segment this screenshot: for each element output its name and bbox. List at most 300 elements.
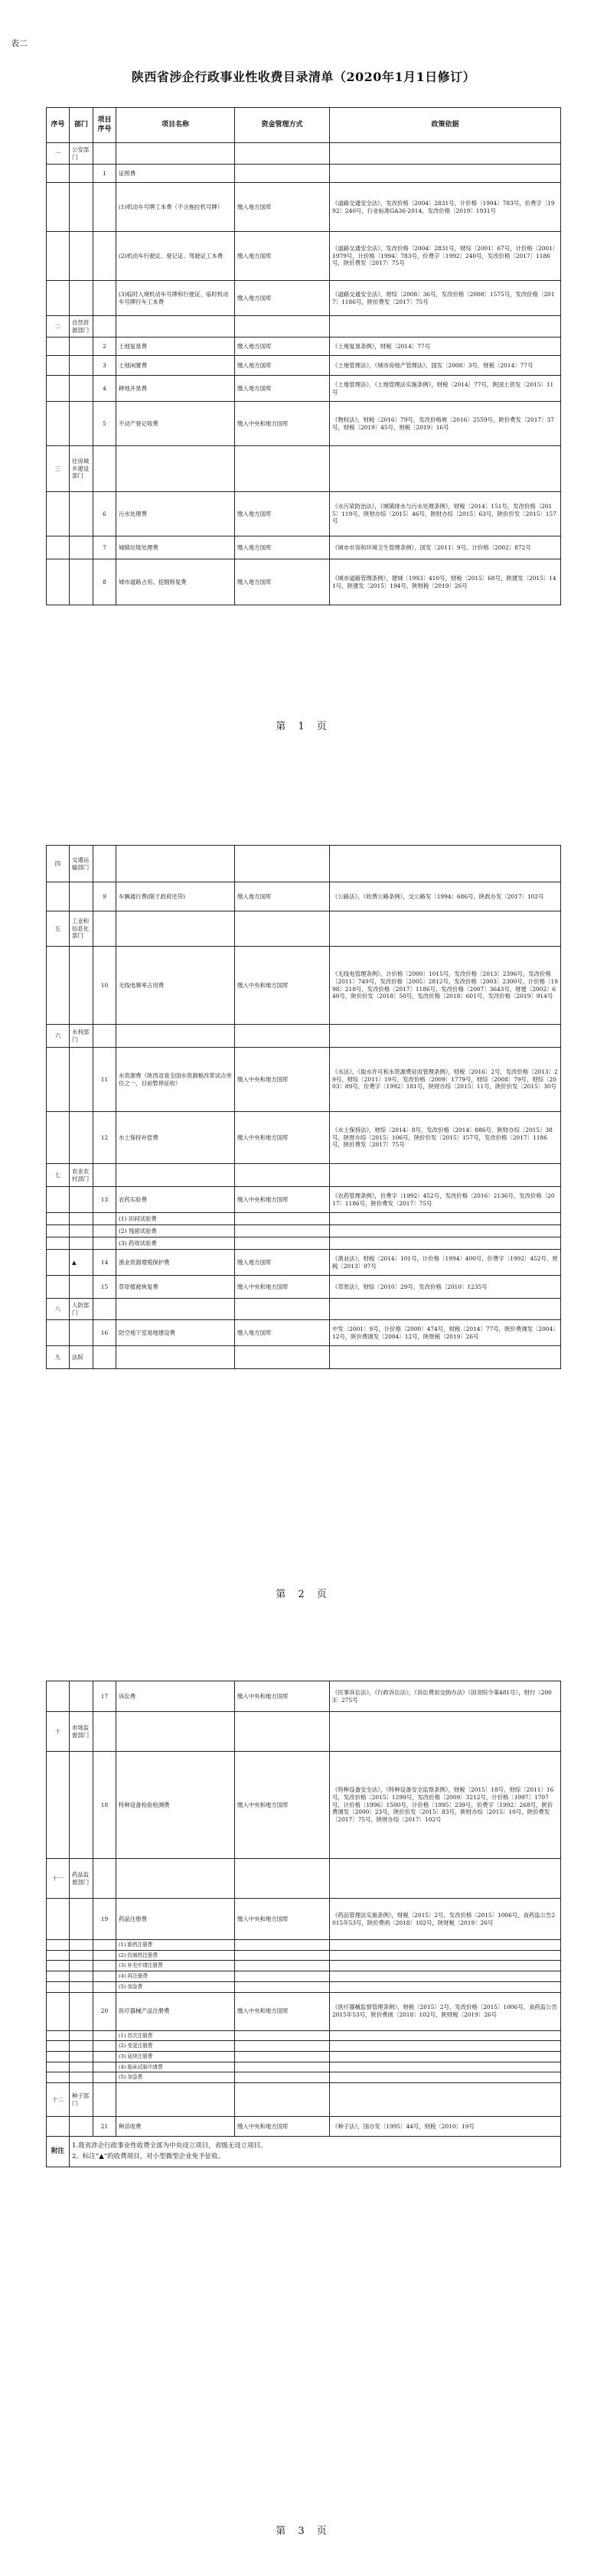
row-fund-management bbox=[235, 1859, 330, 1899]
row-item-name: (3) 延续注册费 bbox=[116, 2051, 235, 2062]
row-policy-basis: 《特种设备安全法》，《特种设备安全监察条例》，财税〔2015〕18号，财综〔2011〕16号，发改价格〔2015〕1299号，发改价格〔2009〕3212号，计价格〔1997〕1707号，计价格〔1996〕1500号，计价格〔1995〕239号，价费字〔1992〕268号，陕价费调发〔2000〕23号，陕价价发〔2015〕83号，陕财办综〔2015〕10号，陕价费发〔2017〕75号，陕财办综〔2017〕102号 bbox=[330, 1752, 561, 1859]
row-fund-management bbox=[235, 1346, 330, 1369]
row-item-no: 16 bbox=[93, 1320, 116, 1346]
row-fund-management bbox=[235, 316, 330, 337]
row-fund-management: 缴入地方国库 bbox=[235, 183, 330, 232]
row-item-no: 21 bbox=[93, 2117, 116, 2137]
header-basis: 政策依据 bbox=[330, 108, 561, 143]
row-item-no bbox=[93, 1299, 116, 1320]
row-seq bbox=[47, 492, 70, 536]
row-fund-management: 缴入中央和地方国库 bbox=[235, 1187, 330, 1213]
row-policy-basis: 《种子法》，国办发〔1995〕44号，财税〔2010〕19号 bbox=[330, 2117, 561, 2137]
row-policy-basis bbox=[330, 2030, 561, 2041]
row-dept bbox=[70, 2062, 93, 2072]
row-item-name bbox=[116, 846, 235, 882]
row-item-name: 城市道路占用、挖掘修复费 bbox=[116, 559, 235, 605]
row-fund-management bbox=[235, 1299, 330, 1320]
table-row bbox=[47, 1961, 561, 1971]
row-fund-management: 缴入地方国库 bbox=[235, 281, 330, 316]
row-policy-basis bbox=[330, 2083, 561, 2117]
row-item-name: (4) 再注册费 bbox=[116, 1971, 235, 1982]
row-dept bbox=[70, 376, 93, 402]
table-row bbox=[47, 1712, 561, 1752]
row-dept bbox=[70, 2051, 93, 2062]
row-item-no: 15 bbox=[93, 1276, 116, 1299]
row-policy-basis: 《无线电管理条例》，计价格〔2000〕1015号，发改价格〔2013〕2396号，发改价格〔2011〕749号，发改价格〔2005〕2812号，发改价格〔2003〕2300号，计价格〔1998〕218号，发改价格〔2017〕1186号，发改价格〔2007〕3643号，财建〔2002〕640号，陕价价发〔2018〕50号，发改价格〔2018〕601号，发改价格〔2019〕914号 bbox=[330, 947, 561, 1025]
row-policy-basis bbox=[330, 1164, 561, 1187]
row-policy-basis bbox=[330, 165, 561, 183]
row-policy-basis bbox=[330, 446, 561, 492]
table-row bbox=[47, 1899, 561, 1940]
row-seq: 九 bbox=[47, 1346, 70, 1369]
row-policy-basis: 《道路交通安全法》，财综〔2008〕36号，发改价格〔2008〕1575号，发改价格〔2017〕1186号，陕价费发〔2017〕75号 bbox=[330, 281, 561, 316]
table-row bbox=[47, 947, 561, 1025]
row-fund-management: 缴入地方国库 bbox=[235, 1250, 330, 1276]
row-fund-management bbox=[235, 2062, 330, 2072]
row-seq bbox=[47, 376, 70, 402]
row-item-name bbox=[116, 1164, 235, 1187]
row-item-no bbox=[93, 1961, 116, 1971]
row-item-name: 特种设备检验检测费 bbox=[116, 1752, 235, 1859]
row-item-name: (5) 加急费 bbox=[116, 2072, 235, 2083]
row-policy-basis: 《土地复垦条例》，财税〔2014〕77号 bbox=[330, 337, 561, 356]
row-item-name: (3) 补充申请注册费 bbox=[116, 1961, 235, 1971]
table-row bbox=[47, 402, 561, 446]
row-fund-management bbox=[235, 1237, 330, 1250]
row-policy-basis: 《民事诉讼法》，《行政诉讼法》，《诉讼费用交纳办法》（国务院令第481号），财行〔2003〕275号 bbox=[330, 1681, 561, 1712]
row-dept: 水利部门 bbox=[70, 1025, 93, 1048]
row-seq bbox=[47, 2072, 70, 2083]
row-item-no: 1 bbox=[93, 165, 116, 183]
row-fund-management bbox=[235, 1025, 330, 1048]
row-policy-basis: 《草原法》，财综〔2010〕29号，发改价格〔2010〕1235号 bbox=[330, 1276, 561, 1299]
row-dept bbox=[70, 1752, 93, 1859]
row-seq bbox=[47, 402, 70, 446]
row-fund-management bbox=[235, 143, 330, 165]
row-item-name: 车辆通行费(限于政府还贷) bbox=[116, 882, 235, 911]
table-row bbox=[47, 1346, 561, 1369]
page-number-2: 第 2 页 bbox=[276, 1589, 331, 1600]
table-row bbox=[47, 846, 561, 882]
table-row bbox=[47, 316, 561, 337]
row-fund-management bbox=[235, 2041, 330, 2052]
row-policy-basis bbox=[330, 911, 561, 947]
row-policy-basis bbox=[330, 1299, 561, 1320]
row-item-no bbox=[93, 1213, 116, 1225]
row-policy-basis: 《土地管理法》，《城市房地产管理法》，国发〔2008〕3号，财税〔2014〕77号 bbox=[330, 356, 561, 376]
table-row bbox=[47, 446, 561, 492]
row-seq: 七 bbox=[47, 1164, 70, 1187]
row-seq bbox=[47, 1950, 70, 1961]
row-policy-basis: 《水污染防治法》，《城镇排水与污水处理条例》，财税〔2014〕151号，发改价格〔2015〕119号，陕财办综〔2015〕46号，陕财办综〔2015〕63号，陕价价发〔2015〕157号 bbox=[330, 492, 561, 536]
page-number-1: 第 1 页 bbox=[276, 721, 331, 732]
row-seq bbox=[47, 1237, 70, 1250]
row-dept bbox=[70, 1112, 93, 1164]
row-item-name: 农药实验费 bbox=[116, 1187, 235, 1213]
table-row bbox=[47, 1112, 561, 1164]
table-row bbox=[47, 536, 561, 559]
row-dept bbox=[70, 1225, 93, 1237]
row-dept bbox=[70, 1961, 93, 1971]
row-seq: 五 bbox=[47, 911, 70, 947]
row-dept bbox=[70, 337, 93, 356]
table-row bbox=[47, 1859, 561, 1899]
row-item-no bbox=[93, 1164, 116, 1187]
row-seq bbox=[47, 1961, 70, 1971]
row-policy-basis bbox=[330, 2062, 561, 2072]
row-fund-management bbox=[235, 1940, 330, 1951]
row-item-name: (2)机动车行驶证、登记证、驾驶证工本费 bbox=[116, 232, 235, 281]
table-row bbox=[47, 2083, 561, 2117]
row-fund-management: 缴入中央和地方国库 bbox=[235, 1112, 330, 1164]
row-seq bbox=[47, 1992, 70, 2030]
table-row bbox=[47, 165, 561, 183]
row-policy-basis bbox=[330, 1225, 561, 1237]
page-number-3: 第 3 页 bbox=[276, 2525, 331, 2537]
row-seq: 十一 bbox=[47, 1859, 70, 1899]
row-fund-management: 缴入中央和地方国库 bbox=[235, 402, 330, 446]
row-item-no bbox=[93, 2041, 116, 2052]
table-row bbox=[47, 1950, 561, 1961]
row-dept bbox=[70, 2117, 93, 2137]
notes-cell bbox=[70, 2137, 561, 2167]
row-item-name bbox=[116, 143, 235, 165]
row-policy-basis bbox=[330, 1940, 561, 1951]
table-row bbox=[47, 1320, 561, 1346]
row-fund-management bbox=[235, 1981, 330, 1992]
row-dept bbox=[70, 165, 93, 183]
row-policy-basis bbox=[330, 1859, 561, 1899]
row-policy-basis: 《公路法》，《收费公路条例》，交公路发〔1994〕686号，陕政办发〔2017〕102号 bbox=[330, 882, 561, 911]
row-seq bbox=[47, 165, 70, 183]
row-fund-management bbox=[235, 1213, 330, 1225]
row-item-name: (5) 加急费 bbox=[116, 1981, 235, 1992]
row-item-no bbox=[93, 2051, 116, 2062]
row-seq bbox=[47, 2062, 70, 2072]
row-policy-basis: 《水法》，《取水许可和水资源费征收管理条例》，财税〔2016〕2号，发改价格〔2013〕29号，财综〔2011〕19号，发改价格〔2009〕1779号，财综〔2008〕79号，财综〔2003〕89号，价费字〔1992〕181号，陕财办综〔2015〕11号，陕价价发〔2015〕30号 bbox=[330, 1048, 561, 1112]
row-dept bbox=[70, 1187, 93, 1213]
table-row bbox=[47, 1992, 561, 2030]
row-item-name: 药品注册费 bbox=[116, 1899, 235, 1940]
row-item-no: 8 bbox=[93, 559, 116, 605]
row-dept bbox=[70, 1950, 93, 1961]
header-no: 项目序号 bbox=[93, 108, 116, 143]
table-row bbox=[47, 882, 561, 911]
row-policy-basis: 《城市市容和环境卫生管理条例》，国发〔2011〕9号，计价格〔2002〕872号 bbox=[330, 536, 561, 559]
row-policy-basis bbox=[330, 2041, 561, 2052]
row-fund-management: 缴入中央和地方国库 bbox=[235, 947, 330, 1025]
row-fund-management: 缴入地方国库 bbox=[235, 1320, 330, 1346]
row-item-name: 医疗器械产品注册费 bbox=[116, 1992, 235, 2030]
row-dept: 法院 bbox=[70, 1346, 93, 1369]
row-item-name: (1)机动车号牌工本费（不含拖拉机号牌） bbox=[116, 183, 235, 232]
row-item-no: 17 bbox=[93, 1681, 116, 1712]
row-item-no bbox=[93, 1346, 116, 1369]
row-seq bbox=[47, 2030, 70, 2041]
row-fund-management: 缴入中央和地方国库 bbox=[235, 1276, 330, 1299]
row-item-no bbox=[93, 1025, 116, 1048]
row-policy-basis: 《城市道路管理条例》，建城〔1993〕410号，财税〔2015〕68号，陕建发〔2015〕141号，陕建发〔2015〕194号，陕财税〔2019〕26号 bbox=[330, 559, 561, 605]
row-seq bbox=[47, 882, 70, 911]
row-item-no: 2 bbox=[93, 337, 116, 356]
row-item-name: 渔业资源增殖保护费 bbox=[116, 1250, 235, 1276]
row-policy-basis: 《道路交通安全法》，发改价格〔2004〕2831号，财综〔2001〕67号，计价格〔2001〕1979号，计价格〔1994〕783号，价费字〔1992〕240号，发改价格〔2017〕1186号，陕价费发〔2017〕75号 bbox=[330, 232, 561, 281]
table-row bbox=[47, 492, 561, 536]
row-fund-management bbox=[235, 165, 330, 183]
row-item-name bbox=[116, 1859, 235, 1899]
header-name: 项目名称 bbox=[116, 108, 235, 143]
row-fund-management bbox=[235, 2051, 330, 2062]
row-fund-management bbox=[235, 1971, 330, 1982]
row-item-no bbox=[93, 1971, 116, 1982]
row-item-no: 3 bbox=[93, 356, 116, 376]
row-item-name: 草原植被恢复费 bbox=[116, 1276, 235, 1299]
row-fund-management bbox=[235, 1961, 330, 1971]
row-item-no: 7 bbox=[93, 536, 116, 559]
row-policy-basis: 《渔业法》，财税〔2014〕101号，计价格〔1994〕400号，价费字〔1992〕452号，财税〔2013〕97号 bbox=[330, 1250, 561, 1276]
row-item-no: 18 bbox=[93, 1752, 116, 1859]
row-item-name: (1) 新药注册费 bbox=[116, 1940, 235, 1951]
row-item-no bbox=[93, 281, 116, 316]
row-item-no bbox=[93, 1712, 116, 1752]
row-dept: ▲ bbox=[70, 1250, 93, 1276]
table-row bbox=[47, 281, 561, 316]
row-policy-basis: 《药品管理法实施条例》，财税〔2015〕2号，发改价格〔2015〕1006号，食药监公告2015年53号，陕价费函〔2018〕102号，陕财税〔2019〕26号 bbox=[330, 1899, 561, 1940]
table-row bbox=[47, 2062, 561, 2072]
row-item-name: 水土保持补偿费 bbox=[116, 1112, 235, 1164]
row-fund-management: 缴入地方国库 bbox=[235, 882, 330, 911]
row-item-name: 防空地下室易地建设费 bbox=[116, 1320, 235, 1346]
row-fund-management: 缴入地方国库 bbox=[235, 337, 330, 356]
table-row bbox=[47, 2030, 561, 2041]
header-seq: 序号 bbox=[47, 108, 70, 143]
row-policy-basis: 《水土保持法》，财综〔2014〕8号，发改价格〔2014〕886号，陕财办综〔2015〕38号，陕财办综〔2015〕106号，陕价价发〔2015〕157号，发改价格〔2017〕1186号，陕价费发〔2017〕75号 bbox=[330, 1112, 561, 1164]
row-fund-management bbox=[235, 1712, 330, 1752]
row-seq bbox=[47, 2041, 70, 2052]
row-item-name: 耕地开垦费 bbox=[116, 376, 235, 402]
row-item-no bbox=[93, 911, 116, 947]
note-item: 1.我省涉企行政事业性收费全部为中央设立项目，省级无设立项目。 bbox=[72, 2141, 267, 2150]
row-dept bbox=[70, 1237, 93, 1250]
row-dept: 交通运输部门 bbox=[70, 846, 93, 882]
row-dept bbox=[70, 1899, 93, 1940]
row-seq bbox=[47, 1112, 70, 1164]
row-seq bbox=[47, 1981, 70, 1992]
table-row bbox=[47, 1681, 561, 1712]
row-fund-management bbox=[235, 1950, 330, 1961]
header-dept: 部门 bbox=[70, 108, 93, 143]
table-row bbox=[47, 232, 561, 281]
row-dept bbox=[70, 2072, 93, 2083]
row-item-no bbox=[93, 183, 116, 232]
row-dept bbox=[70, 402, 93, 446]
row-dept: 市场监督部门 bbox=[70, 1712, 93, 1752]
sheet-label: 表二 bbox=[11, 38, 28, 48]
page-title: 陕西省涉企行政事业性收费目录清单（2020年1月1日修订） bbox=[131, 70, 476, 84]
row-policy-basis bbox=[330, 1213, 561, 1225]
table-row bbox=[47, 183, 561, 232]
row-item-no bbox=[93, 2083, 116, 2117]
notes-row bbox=[47, 2137, 561, 2167]
row-dept bbox=[70, 1276, 93, 1299]
row-policy-basis bbox=[330, 2051, 561, 2062]
row-fund-management: 缴入地方国库 bbox=[235, 232, 330, 281]
table-row bbox=[47, 337, 561, 356]
row-seq: 八 bbox=[47, 1299, 70, 1320]
row-fund-management bbox=[235, 446, 330, 492]
row-policy-basis bbox=[330, 1961, 561, 1971]
row-policy-basis bbox=[330, 1950, 561, 1961]
table-row bbox=[47, 1276, 561, 1299]
row-item-name: 种苗收费 bbox=[116, 2117, 235, 2137]
row-fund-management: 缴入地方国库 bbox=[235, 492, 330, 536]
row-seq bbox=[47, 1681, 70, 1712]
row-item-name: 污水处理费 bbox=[116, 492, 235, 536]
row-item-no bbox=[93, 232, 116, 281]
row-seq bbox=[47, 536, 70, 559]
row-seq bbox=[47, 1899, 70, 1940]
row-seq: 一 bbox=[47, 143, 70, 165]
row-fund-management bbox=[235, 1225, 330, 1237]
row-item-no bbox=[93, 2072, 116, 2083]
table-row bbox=[47, 1940, 561, 1951]
row-item-name bbox=[116, 911, 235, 947]
table-row bbox=[47, 2117, 561, 2137]
row-item-name: 土地复垦费 bbox=[116, 337, 235, 356]
row-policy-basis bbox=[330, 1346, 561, 1369]
row-item-name: 水资源费（陕西省是全国水资源税改革试点单位之一，目前暂停征收） bbox=[116, 1048, 235, 1112]
row-item-no: 13 bbox=[93, 1187, 116, 1213]
row-dept: 住房城乡建设部门 bbox=[70, 446, 93, 492]
row-item-name bbox=[116, 446, 235, 492]
row-item-name: 不动产登记收费 bbox=[116, 402, 235, 446]
row-item-no bbox=[93, 1981, 116, 1992]
row-seq bbox=[47, 1213, 70, 1225]
row-item-no: 14 bbox=[93, 1250, 116, 1276]
row-dept: 自然资源部门 bbox=[70, 316, 93, 337]
table-row bbox=[47, 559, 561, 605]
row-fund-management: 缴入中央和地方国库 bbox=[235, 1681, 330, 1712]
row-dept bbox=[70, 536, 93, 559]
row-fund-management: 缴入地方国库 bbox=[235, 559, 330, 605]
row-item-name: (3)临时入境机动车号牌和行驶证、临时机动车号牌行车工本费 bbox=[116, 281, 235, 316]
row-fund-management: 缴入中央和地方国库 bbox=[235, 1899, 330, 1940]
row-policy-basis bbox=[330, 1025, 561, 1048]
row-item-name: (2) 变更注册费 bbox=[116, 2041, 235, 2052]
row-item-name: 诉讼费 bbox=[116, 1681, 235, 1712]
row-item-no: 10 bbox=[93, 947, 116, 1025]
table-row bbox=[47, 1225, 561, 1237]
row-item-no: 4 bbox=[93, 376, 116, 402]
row-item-name: (3) 药效试验费 bbox=[116, 1237, 235, 1250]
row-fund-management: 缴入地方国库 bbox=[235, 376, 330, 402]
table-row bbox=[47, 1250, 561, 1276]
row-item-name bbox=[116, 1299, 235, 1320]
row-policy-basis: 《农药管理条例》，价费字〔1992〕452号，发改价格〔2016〕2136号，发改价格〔2017〕1186号，陕价费发〔2017〕75号 bbox=[330, 1187, 561, 1213]
row-seq bbox=[47, 1940, 70, 1951]
row-item-no bbox=[93, 2062, 116, 2072]
row-fund-management: 缴入中央和地方国库 bbox=[235, 1992, 330, 2030]
row-seq bbox=[47, 1250, 70, 1276]
table-row bbox=[47, 143, 561, 165]
row-item-name: 土地闲置费 bbox=[116, 356, 235, 376]
row-seq bbox=[47, 2051, 70, 2062]
row-item-no: 9 bbox=[93, 882, 116, 911]
row-policy-basis bbox=[330, 1237, 561, 1250]
row-dept bbox=[70, 1940, 93, 1951]
row-item-no: 19 bbox=[93, 1899, 116, 1940]
row-item-name: (2) 残留试验费 bbox=[116, 1225, 235, 1237]
row-seq bbox=[47, 281, 70, 316]
table-row bbox=[47, 1187, 561, 1213]
row-seq bbox=[47, 1752, 70, 1859]
row-dept bbox=[70, 1992, 93, 2030]
row-policy-basis bbox=[330, 2072, 561, 2083]
row-policy-basis: 中发〔2001〕9号，计价格〔2000〕474号，财税〔2014〕77号，陕价费调发〔2004〕12号，陕价费调发〔2004〕12号，陕财税〔2019〕26号 bbox=[330, 1320, 561, 1346]
row-dept bbox=[70, 232, 93, 281]
row-dept: 药品监督部门 bbox=[70, 1859, 93, 1899]
row-seq: 三 bbox=[47, 446, 70, 492]
table-row bbox=[47, 1025, 561, 1048]
row-item-no: 20 bbox=[93, 1992, 116, 2030]
row-item-no: 6 bbox=[93, 492, 116, 536]
row-fund-management bbox=[235, 846, 330, 882]
row-item-name bbox=[116, 1346, 235, 1369]
row-item-name bbox=[116, 1025, 235, 1048]
header-mgmt: 资金管理方式 bbox=[235, 108, 330, 143]
row-seq: 六 bbox=[47, 1025, 70, 1048]
table-row bbox=[47, 1752, 561, 1859]
row-dept bbox=[70, 1681, 93, 1712]
table-row bbox=[47, 1048, 561, 1112]
row-item-no: 12 bbox=[93, 1112, 116, 1164]
row-dept: 人防部门 bbox=[70, 1299, 93, 1320]
row-item-no bbox=[93, 2030, 116, 2041]
row-seq bbox=[47, 1048, 70, 1112]
row-dept bbox=[70, 947, 93, 1025]
row-policy-basis: 《道路交通安全法》，发改价格〔2004〕2831号，计价格〔1994〕783号，价费字〔1992〕240号，行业标准GA36-2014，发改价格〔2019〕1931号 bbox=[330, 183, 561, 232]
row-seq: 四 bbox=[47, 846, 70, 882]
row-item-name: 城镇垃圾处理费 bbox=[116, 536, 235, 559]
row-dept bbox=[70, 356, 93, 376]
table-row bbox=[47, 1981, 561, 1992]
row-item-no bbox=[93, 1859, 116, 1899]
row-fund-management: 缴入中央和地方国库 bbox=[235, 1752, 330, 1859]
table-row bbox=[47, 376, 561, 402]
note-item: 2、标注“▲”的收费项目，对小型微型企业免予征收。 bbox=[72, 2152, 225, 2160]
row-item-no: 5 bbox=[93, 402, 116, 446]
row-policy-basis bbox=[330, 846, 561, 882]
row-dept bbox=[70, 1213, 93, 1225]
row-dept: 工业和信息化部门 bbox=[70, 911, 93, 947]
row-dept: 公安部门 bbox=[70, 143, 93, 165]
row-fund-management bbox=[235, 1164, 330, 1187]
row-seq bbox=[47, 337, 70, 356]
row-policy-basis: 《土地管理法》，《土地管理法实施条例》，财税〔2014〕77号，陕国土资发〔2015〕11号 bbox=[330, 376, 561, 402]
row-fund-management: 缴入地方国库 bbox=[235, 536, 330, 559]
row-seq bbox=[47, 356, 70, 376]
row-seq: 十二 bbox=[47, 2083, 70, 2117]
row-item-no bbox=[93, 1940, 116, 1951]
row-policy-basis bbox=[330, 143, 561, 165]
row-item-name bbox=[116, 1712, 235, 1752]
row-fund-management bbox=[235, 2083, 330, 2117]
row-seq bbox=[47, 232, 70, 281]
row-item-no bbox=[93, 846, 116, 882]
row-policy-basis bbox=[330, 1981, 561, 1992]
row-item-name bbox=[116, 316, 235, 337]
row-dept: 农业农村部门 bbox=[70, 1164, 93, 1187]
